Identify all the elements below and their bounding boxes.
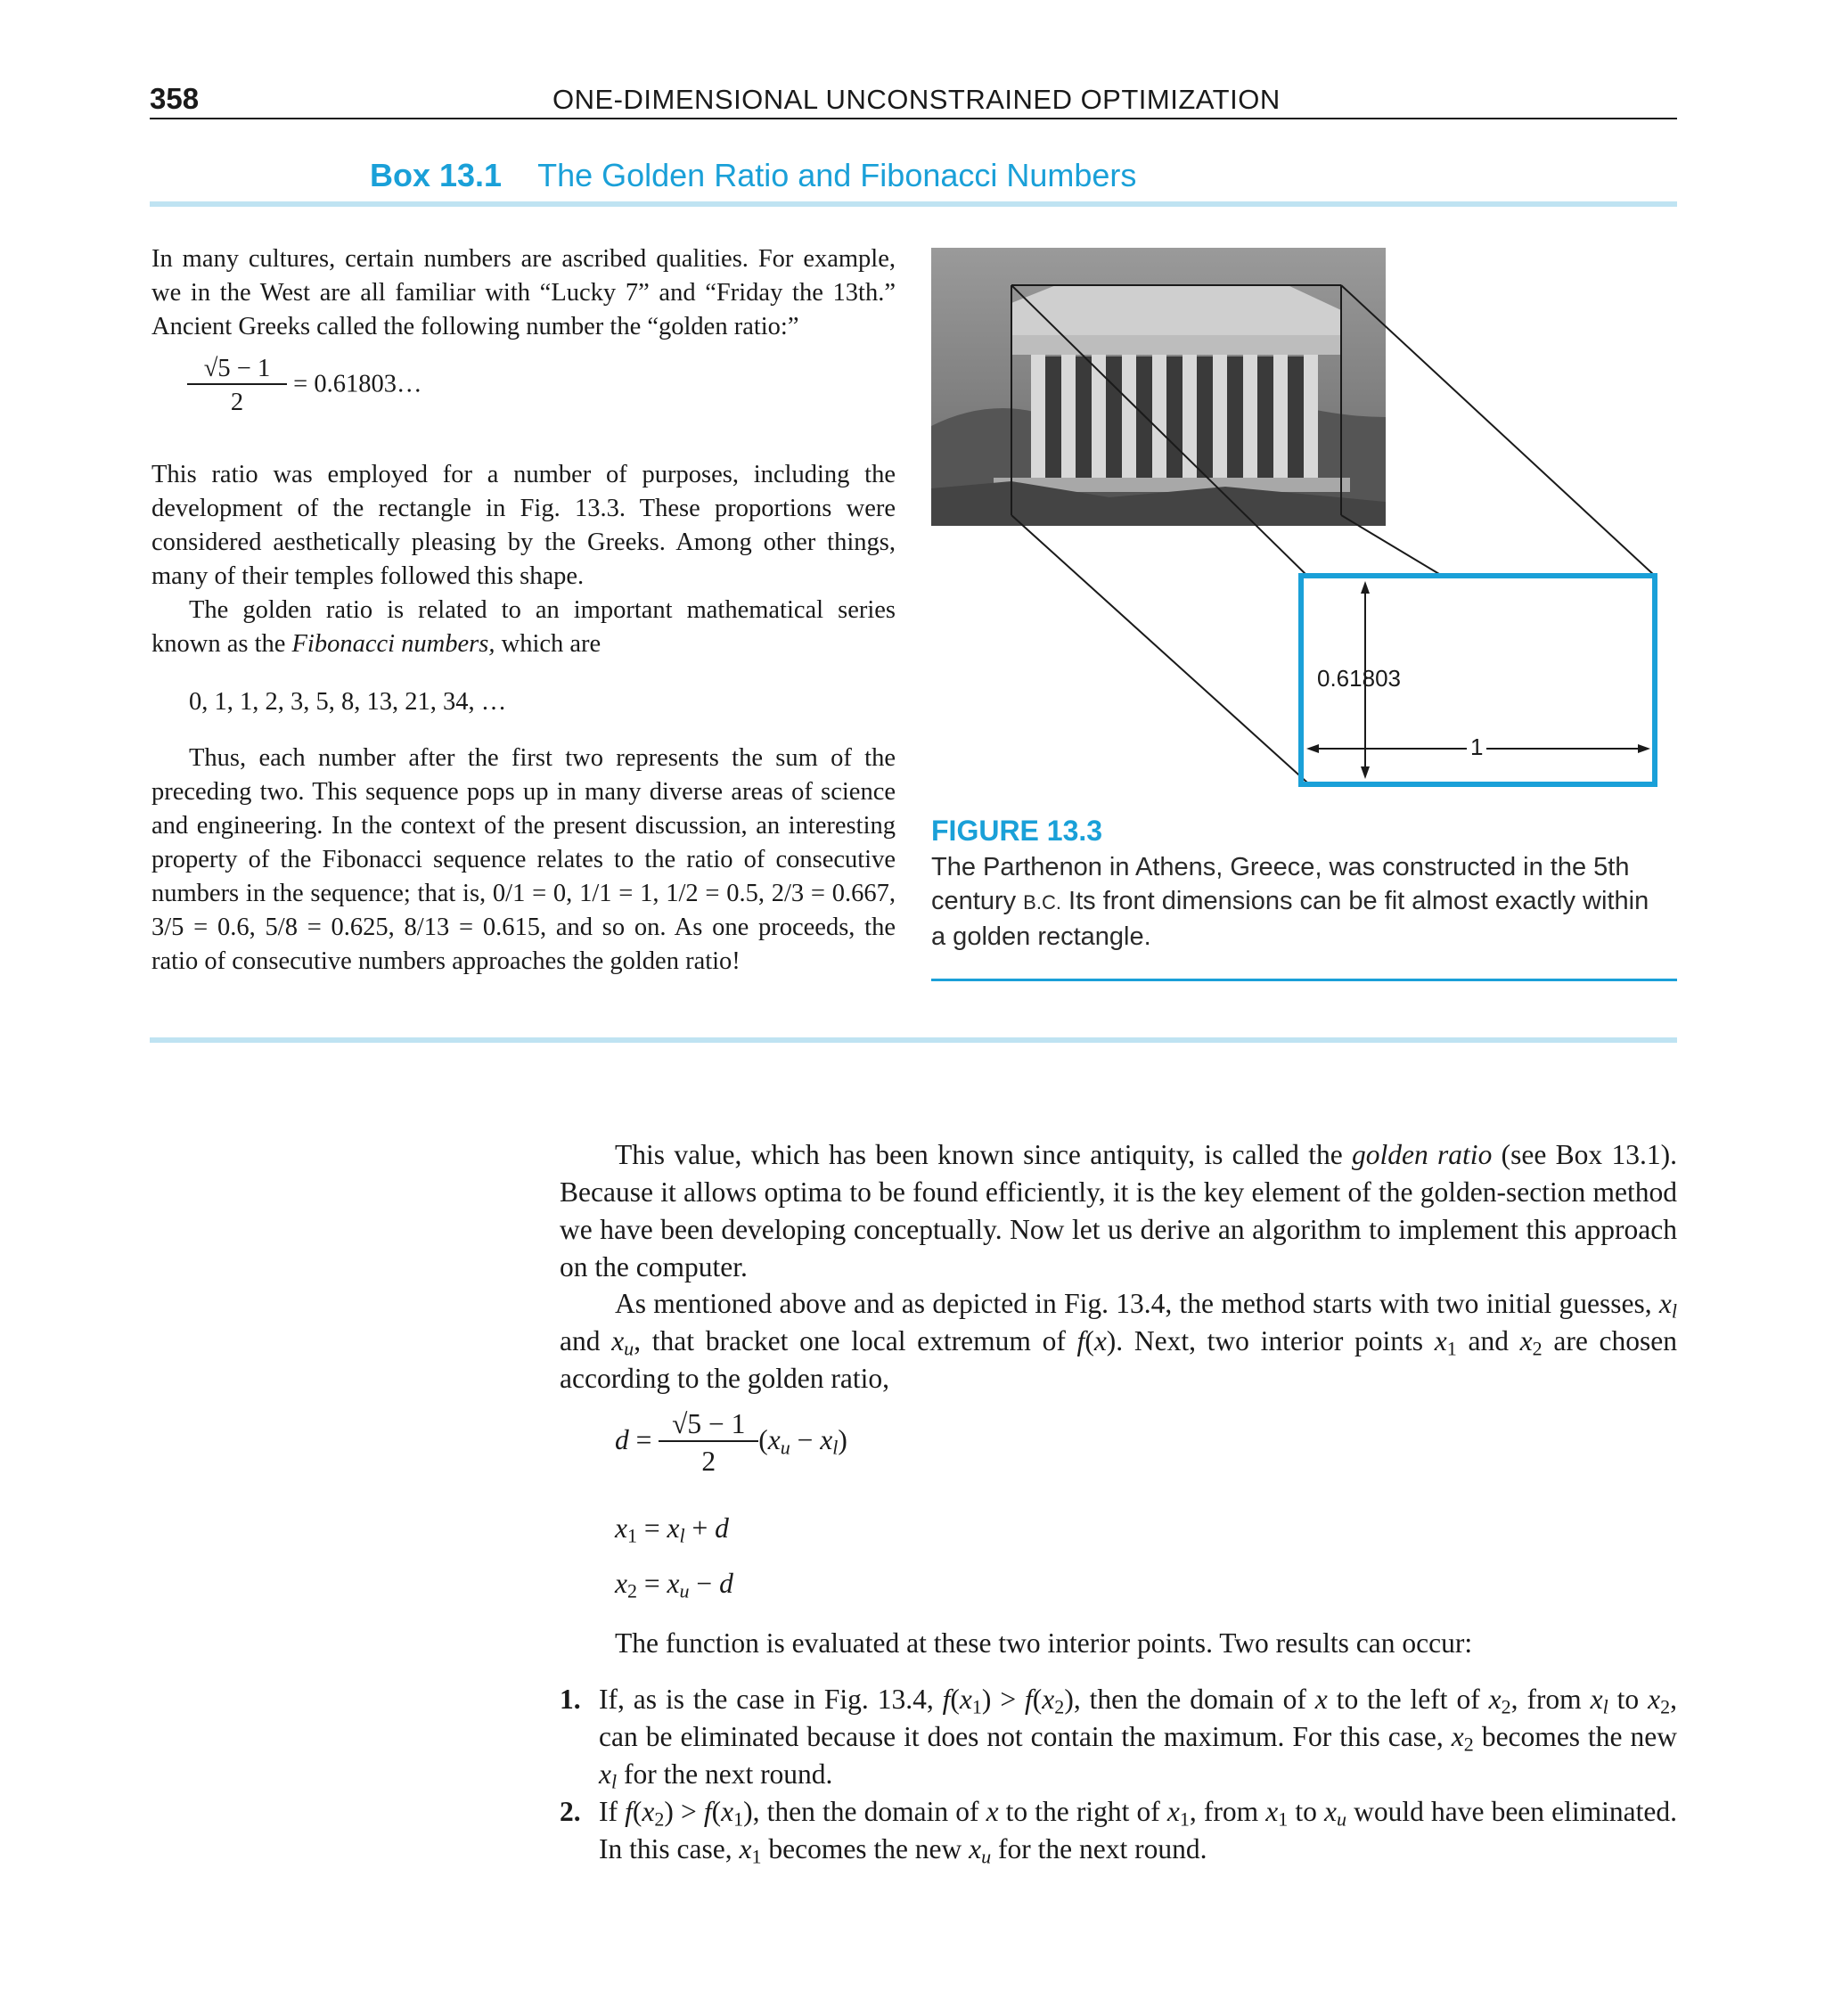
box-paragraph-2a: This ratio was employed for a number of purposes, including the development of the rectangle in Fig. 13.3. These proportions were considered aesthetically pleasing by the Greeks. Among other things, many of their temples followed this shape. (151, 461, 896, 590)
equation-d-fraction (659, 1408, 758, 1478)
main-paragraph-2: As mentioned above and as depicted in Fig. 13.4, the method starts with two initial guesses, $x_l$ and $x_u$, that bracket one local extremum of f(x). Next, two interior points $x_1$ and $x_2$ are chosen according to the golden ratio, (560, 1288, 1677, 1394)
p2-text-c: , that bracket one local extremum of (634, 1325, 1077, 1356)
p1-text-b: (see Box 13.1). Because it allows optima to be found efficiently, it is the key element of the golden-section method we have been developing conceptually. Now let us derive an algorithm to implement this approach on the computer. (560, 1139, 1677, 1283)
box-number: Box 13.1 (370, 157, 503, 193)
golden-ratio-equation (187, 355, 421, 417)
equation-x1: $x_1 = x_l + d$ (615, 1512, 729, 1547)
para2b-end: which are (495, 630, 602, 658)
p2-text-d: . Next, two interior points (1116, 1325, 1435, 1356)
width-arrow-right-icon (1638, 744, 1650, 753)
list-marker: 1. (560, 1684, 581, 1715)
projection-line-top-left (1011, 285, 1307, 576)
width-dimension-label: 1 (1467, 733, 1486, 761)
width-arrow-left-icon (1306, 744, 1319, 753)
height-arrow-top-icon (1361, 581, 1370, 594)
figure-label: FIGURE 13.3 (931, 815, 1103, 847)
projection-line-bottom-right (1341, 515, 1439, 574)
equation-rhs: = 0.61803… (293, 370, 422, 398)
projection-line-top-right (1341, 285, 1655, 576)
figure-caption (931, 850, 1662, 954)
fraction-numerator: √5 − 1 (672, 1408, 746, 1439)
running-title: ONE-DIMENSIONAL UNCONSTRAINED OPTIMIZATION (552, 84, 1281, 115)
box-title (370, 157, 1136, 194)
fraction-denominator: 2 (187, 383, 287, 417)
equation-d: d = $\frac{√5 - 1}{2}$ $(x_u - x_l)$ (615, 1408, 847, 1477)
p1-text-a: This value, which has been known since antiquity, is called the (615, 1139, 1352, 1170)
box-rule-top (150, 201, 1677, 207)
main-paragraph-3: The function is evaluated at these two interior points. Two results can occur: (615, 1627, 1473, 1659)
fibonacci-sequence: 0, 1, 1, 2, 3, 5, 8, 13, 21, 34, … (189, 688, 507, 716)
main-paragraph-1 (560, 1136, 1677, 1286)
golden-ratio-term: golden ratio (1352, 1139, 1493, 1170)
figure-rule (931, 979, 1677, 981)
fraction-numerator: √5 − 1 (203, 355, 271, 382)
list-marker: 2. (560, 1796, 581, 1827)
fraction-denominator: 2 (659, 1440, 758, 1478)
list-item (560, 1793, 1677, 1868)
caption-after: Its front dimensions can be fit almost exactly within a golden rectangle. (931, 887, 1649, 951)
box-rule-bottom (150, 1037, 1677, 1043)
golden-ratio-fraction (187, 355, 287, 417)
p2-text-f: are chosen according to the golden ratio, (560, 1325, 1677, 1394)
golden-section-equations (615, 1408, 847, 1611)
equation-x2: $x_2 = x_u - d$ (615, 1568, 733, 1602)
box-paragraph-3: Thus, each number after the first two represents the sum of the preceding two. This sequence pops up in many diverse areas of science and engineering. In the context of the present discussion, an interesting property of the Fibonacci sequence relates to the ratio of consecutive numbers in the sequence; that is, 0/1 = 0, 1/1 = 1, 1/2 = 0.5, 2/3 = 0.667, 3/5 = 0.6, 5/8 = 0.625, 8/13 = 0.615, and so on. As one proceeds, the ratio of consecutive numbers approaches the golden ratio! (151, 744, 896, 975)
list-item-body: If, as is the case in Fig. 13.4, $f(x_1) > f(x_2)$, then the domain of x to the left of $x_2$, from $x_l$ to $x_2$, can be eliminated because it does not contain the maximum. For this case, $x_2$ becomes the new $x_l$ for the next round. (599, 1684, 1677, 1793)
list-item (560, 1681, 1677, 1793)
height-arrow-bottom-icon (1361, 766, 1370, 779)
box-paragraph-2 (151, 458, 896, 661)
fibonacci-term: Fibonacci numbers, (291, 630, 495, 658)
golden-rectangle-diagram (931, 248, 1662, 791)
p2-text-e: and (1456, 1325, 1520, 1356)
p2-text-a: As mentioned above and as depicted in Fig. 13.4, the method starts with two initial guesses, (615, 1288, 1659, 1319)
para2b-start: The golden ratio is related to an important mathematical series known as the (151, 596, 896, 658)
projection-line-bottom-left (1011, 515, 1307, 783)
box-paragraph-2b (151, 594, 896, 661)
header-rule (150, 118, 1677, 119)
box-paragraph-1: In many cultures, certain numbers are ascribed qualities. For example, we in the West are all familiar with “Lucky 7” and “Friday the 13th.” Ancient Greeks called the following number the “golden ratio:” (151, 245, 896, 340)
caption-before: The Parthenon in Athens, Greece, was constructed in the 5th century (931, 853, 1630, 915)
height-dimension-label: 0.61803 (1317, 665, 1401, 692)
p2-text-b: and (560, 1325, 612, 1356)
list-item-body: If $f(x_2) > f(x_1)$, then the domain of x to the right of $x_1$, from $x_1$ to $x_u$ would have been eliminated. In this case, $x_1$ becomes the new $x_u$ for the next round. (599, 1796, 1677, 1868)
page-number: 358 (150, 82, 200, 115)
caption-era: B.C. (1023, 891, 1061, 914)
box-title-text: The Golden Ratio and Fibonacci Numbers (537, 157, 1137, 193)
